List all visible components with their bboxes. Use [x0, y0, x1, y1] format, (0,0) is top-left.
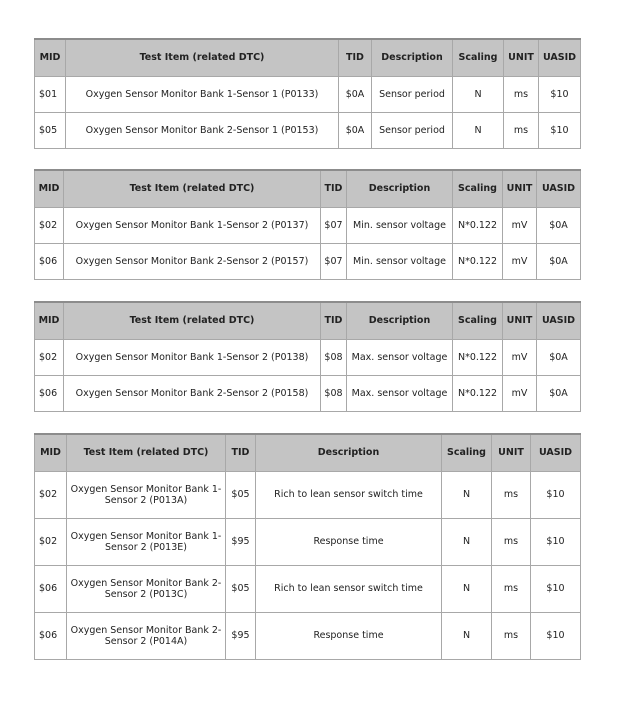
cell-uasid: $10 — [531, 565, 581, 612]
cell-scaling: N — [453, 112, 504, 148]
header-test-item: Test Item (related DTC) — [66, 39, 339, 76]
cell-scaling: N*0.122 — [453, 243, 503, 279]
cell-test-item: Oxygen Sensor Monitor Bank 1-Sensor 2 (P0138) — [64, 339, 321, 375]
cell-tid: $07 — [321, 243, 347, 279]
cell-unit: ms — [504, 112, 539, 148]
cell-scaling: N*0.122 — [453, 375, 503, 411]
table-row — [35, 375, 581, 411]
header-tid: TID — [339, 39, 372, 76]
header-scaling: Scaling — [453, 170, 503, 207]
header-scaling: Scaling — [453, 39, 504, 76]
cell-mid: $06 — [35, 243, 64, 279]
cell-unit: ms — [492, 518, 531, 565]
header-uasid: UASID — [537, 302, 581, 339]
cell-scaling: N — [442, 565, 492, 612]
cell-tid: $0A — [339, 112, 372, 148]
cell-uasid: $10 — [531, 471, 581, 518]
table-row — [35, 207, 581, 243]
cell-scaling: N — [442, 471, 492, 518]
cell-uasid: $0A — [537, 375, 581, 411]
cell-description: Response time — [256, 612, 442, 659]
cell-unit: mV — [503, 243, 537, 279]
header-mid: MID — [35, 434, 67, 471]
cell-test-item: Oxygen Sensor Monitor Bank 2-Sensor 1 (P0153) — [66, 112, 339, 148]
cell-uasid: $0A — [537, 339, 581, 375]
cell-tid: $05 — [226, 471, 256, 518]
header-mid: MID — [35, 170, 64, 207]
header-uasid: UASID — [539, 39, 581, 76]
header-test-item: Test Item (related DTC) — [67, 434, 226, 471]
cell-mid: $02 — [35, 207, 64, 243]
cell-uasid: $10 — [539, 112, 581, 148]
cell-mid: $06 — [35, 565, 67, 612]
header-uasid: UASID — [537, 170, 581, 207]
table-row — [35, 565, 581, 612]
cell-description: Max. sensor voltage — [347, 339, 453, 375]
cell-scaling: N — [442, 612, 492, 659]
cell-description: Response time — [256, 518, 442, 565]
cell-description: Rich to lean sensor switch time — [256, 471, 442, 518]
table-row — [35, 76, 581, 112]
header-tid: TID — [321, 170, 347, 207]
cell-unit: mV — [503, 375, 537, 411]
cell-test-item: Oxygen Sensor Monitor Bank 1-Sensor 2 (P013E) — [67, 518, 226, 565]
cell-test-item: Oxygen Sensor Monitor Bank 1-Sensor 2 (P0137) — [64, 207, 321, 243]
cell-tid: $08 — [321, 375, 347, 411]
header-tid: TID — [321, 302, 347, 339]
cell-test-item: Oxygen Sensor Monitor Bank 2-Sensor 2 (P0158) — [64, 375, 321, 411]
header-description: Description — [372, 39, 453, 76]
cell-scaling: N*0.122 — [453, 207, 503, 243]
cell-unit: ms — [492, 565, 531, 612]
cell-description: Min. sensor voltage — [347, 243, 453, 279]
cell-test-item: Oxygen Sensor Monitor Bank 2-Sensor 2 (P0157) — [64, 243, 321, 279]
cell-tid: $95 — [226, 518, 256, 565]
cell-test-item: Oxygen Sensor Monitor Bank 1-Sensor 2 (P013A) — [67, 471, 226, 518]
cell-unit: ms — [492, 471, 531, 518]
cell-mid: $02 — [35, 471, 67, 518]
cell-description: Rich to lean sensor switch time — [256, 565, 442, 612]
header-unit: UNIT — [492, 434, 531, 471]
cell-mid: $05 — [35, 112, 66, 148]
header-row — [35, 302, 581, 339]
table-row — [35, 112, 581, 148]
cell-unit: mV — [503, 339, 537, 375]
cell-uasid: $10 — [531, 518, 581, 565]
header-mid: MID — [35, 302, 64, 339]
test-table-3 — [34, 301, 581, 412]
cell-mid: $06 — [35, 612, 67, 659]
header-uasid: UASID — [531, 434, 581, 471]
header-scaling: Scaling — [453, 302, 503, 339]
header-scaling: Scaling — [442, 434, 492, 471]
cell-uasid: $0A — [537, 243, 581, 279]
table-row — [35, 243, 581, 279]
cell-description: Sensor period — [372, 76, 453, 112]
cell-mid: $02 — [35, 518, 67, 565]
cell-uasid: $0A — [537, 207, 581, 243]
cell-mid: $06 — [35, 375, 64, 411]
cell-unit: mV — [503, 207, 537, 243]
header-tid: TID — [226, 434, 256, 471]
cell-uasid: $10 — [539, 76, 581, 112]
header-test-item: Test Item (related DTC) — [64, 170, 321, 207]
cell-tid: $05 — [226, 565, 256, 612]
cell-scaling: N — [442, 518, 492, 565]
header-description: Description — [347, 302, 453, 339]
cell-description: Sensor period — [372, 112, 453, 148]
header-row — [35, 434, 581, 471]
header-unit: UNIT — [503, 302, 537, 339]
cell-mid: $02 — [35, 339, 64, 375]
cell-tid: $95 — [226, 612, 256, 659]
test-table-1 — [34, 38, 581, 149]
table-row — [35, 339, 581, 375]
header-row — [35, 170, 581, 207]
header-unit: UNIT — [503, 170, 537, 207]
cell-tid: $07 — [321, 207, 347, 243]
header-row — [35, 39, 581, 76]
header-test-item: Test Item (related DTC) — [64, 302, 321, 339]
cell-tid: $08 — [321, 339, 347, 375]
cell-scaling: N*0.122 — [453, 339, 503, 375]
table-row — [35, 471, 581, 518]
table-row — [35, 518, 581, 565]
cell-uasid: $10 — [531, 612, 581, 659]
cell-unit: ms — [492, 612, 531, 659]
cell-unit: ms — [504, 76, 539, 112]
cell-mid: $01 — [35, 76, 66, 112]
cell-test-item: Oxygen Sensor Monitor Bank 2-Sensor 2 (P014A) — [67, 612, 226, 659]
cell-scaling: N — [453, 76, 504, 112]
header-description: Description — [256, 434, 442, 471]
test-table-2 — [34, 169, 581, 280]
cell-test-item: Oxygen Sensor Monitor Bank 2-Sensor 2 (P013C) — [67, 565, 226, 612]
header-mid: MID — [35, 39, 66, 76]
header-description: Description — [347, 170, 453, 207]
table-row — [35, 612, 581, 659]
header-unit: UNIT — [504, 39, 539, 76]
cell-description: Min. sensor voltage — [347, 207, 453, 243]
cell-test-item: Oxygen Sensor Monitor Bank 1-Sensor 1 (P0133) — [66, 76, 339, 112]
cell-description: Max. sensor voltage — [347, 375, 453, 411]
test-table-4 — [34, 433, 581, 660]
cell-tid: $0A — [339, 76, 372, 112]
